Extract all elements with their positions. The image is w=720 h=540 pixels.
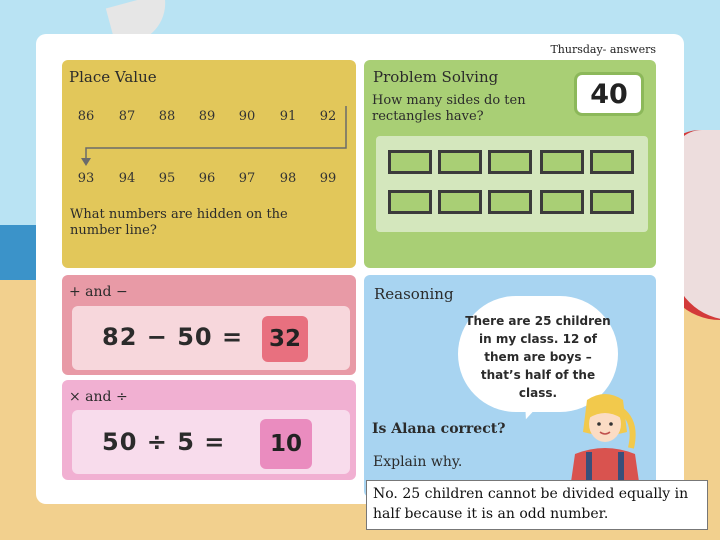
reasoning-answer: No. 25 children cannot be divided equally in half because it is an odd number. [366,480,708,530]
rectangle-shape [438,190,482,214]
problem-solving-title: Problem Solving [373,68,499,86]
rectangle-shape [590,150,634,174]
number-line-value: 89 [198,109,216,124]
number-line-value: 94 [118,171,136,186]
rectangle-shape [388,190,432,214]
problem-solving-answer: 40 [574,72,644,116]
add-subtract-answer: 32 [262,316,308,362]
multiply-divide-title: × and ÷ [69,389,128,405]
multiply-divide-equation: 50 ÷ 5 = [102,428,226,456]
rectangle-shape [540,150,584,174]
place-value-title: Place Value [69,68,157,86]
number-line-value: 92 [319,109,337,124]
rectangle-shape [388,150,432,174]
rectangle-shape [438,150,482,174]
date-label: Thursday- answers [550,43,656,56]
number-line-value: 97 [238,171,256,186]
number-line-value: 90 [238,109,256,124]
number-line-value: 87 [118,109,136,124]
speech-bubble-text: There are 25 children in my class. 12 of them are boys – that’s half of the class. [465,314,611,400]
number-line-value: 88 [158,109,176,124]
number-line-value: 91 [279,109,297,124]
number-line-value: 93 [77,171,95,186]
reasoning-prompt: Explain why. [373,454,463,470]
add-subtract-equation: 82 − 50 = [102,323,244,351]
rectangle-shape [540,190,584,214]
multiply-divide-answer: 10 [260,419,312,469]
reasoning-title: Reasoning [374,285,454,303]
add-subtract-title: + and − [69,284,128,300]
rectangle-shape [488,150,532,174]
place-value-question: What numbers are hidden on the number line? [70,207,288,238]
rectangle-shape [590,190,634,214]
number-line-value: 99 [319,171,337,186]
girl-illustration [565,392,645,482]
number-line-value: 96 [198,171,216,186]
number-line-value: 86 [77,109,95,124]
number-line-value: 95 [158,171,176,186]
number-line-value: 98 [279,171,297,186]
reasoning-question: Is Alana correct? [372,421,506,437]
problem-solving-question: How many sides do ten rectangles have? [372,93,526,124]
rectangle-shape [488,190,532,214]
